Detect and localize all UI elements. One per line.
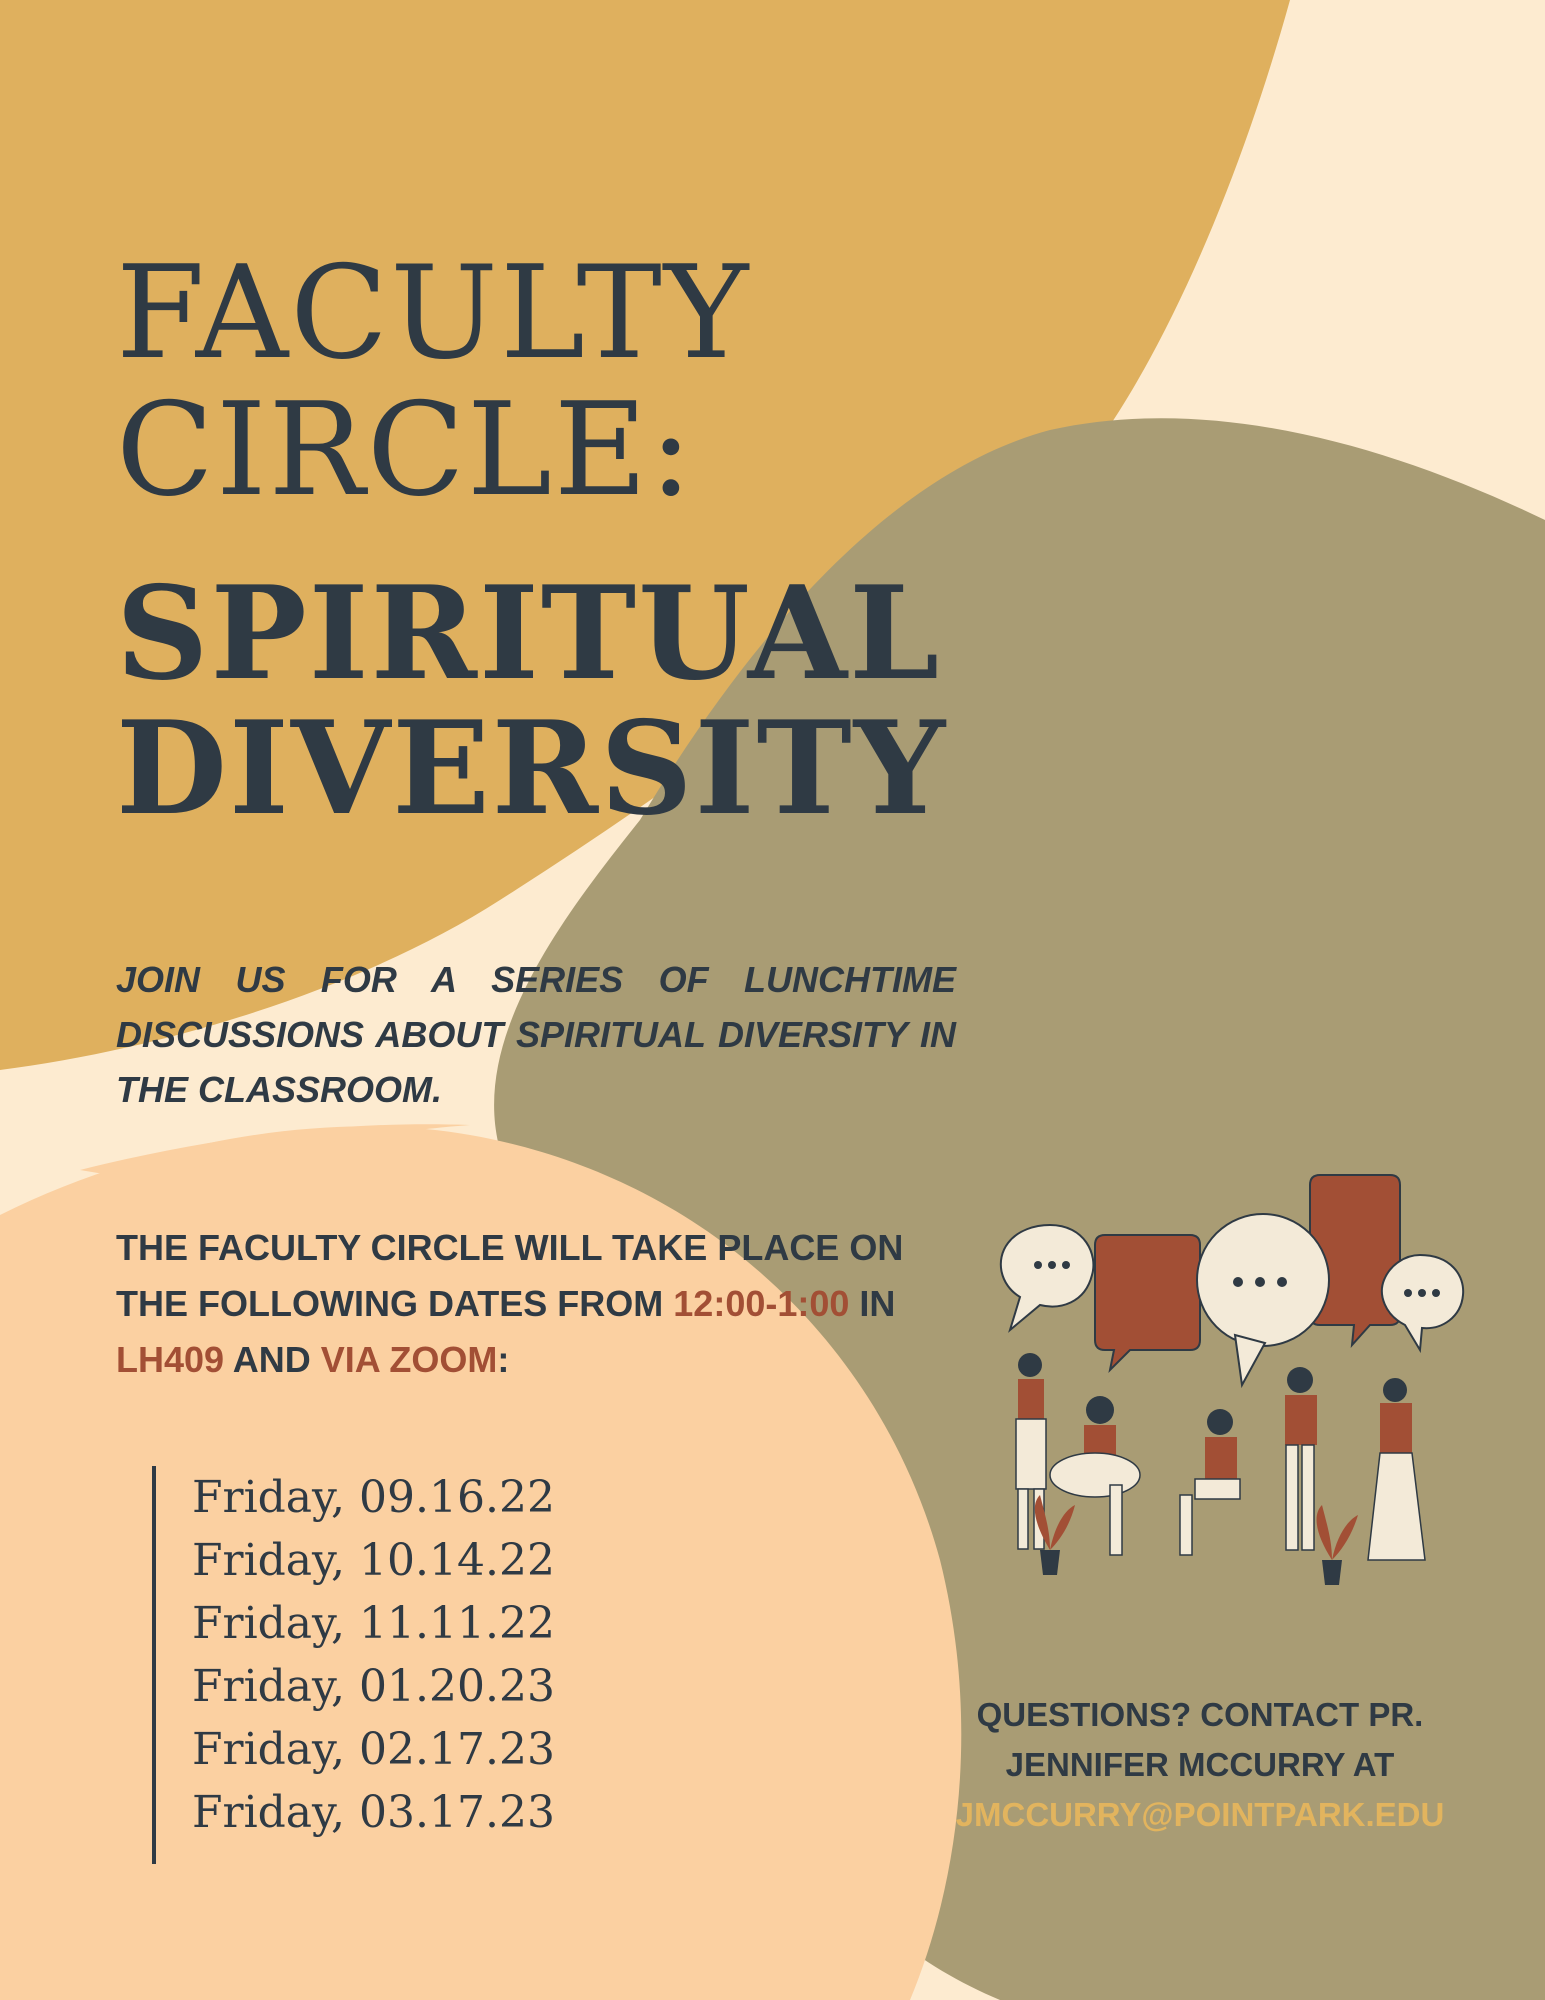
dates-list bbox=[192, 1466, 555, 1844]
schedule-time: 12:00-1:00 bbox=[673, 1283, 850, 1324]
date-item: Friday, 09.16.22 bbox=[192, 1472, 555, 1523]
intro-text: JOIN US FOR A SERIES OF LUNCHTIME DISCUSSIONS ABOUT SPIRITUAL DIVERSITY IN THE CLASSROOM. bbox=[116, 959, 956, 1110]
contact-text bbox=[930, 1690, 1470, 1840]
contact-line-2: JENNIFER MCCURRY AT bbox=[1005, 1746, 1395, 1783]
schedule-room: LH409 bbox=[116, 1339, 225, 1380]
people-conversation-illustration bbox=[980, 1165, 1480, 1615]
speech-bubbles bbox=[1001, 1175, 1463, 1385]
dates-divider bbox=[152, 1466, 156, 1864]
schedule-online: VIA ZOOM bbox=[320, 1339, 498, 1380]
schedule-part-3: AND bbox=[224, 1339, 321, 1380]
contact-email-link[interactable]: JMCCURRY@POINTPARK.EDU bbox=[955, 1796, 1445, 1833]
schedule-part-2: IN bbox=[849, 1283, 896, 1324]
title-line-4: DIVERSITY bbox=[116, 694, 948, 844]
title-line-2: CIRCLE: bbox=[116, 376, 695, 525]
date-item: Friday, 10.14.22 bbox=[192, 1535, 555, 1586]
date-item: Friday, 02.17.23 bbox=[192, 1724, 555, 1775]
people-figures bbox=[1016, 1353, 1425, 1560]
schedule-part-1: THE FACULTY CIRCLE WILL TAKE PLACE ON THE FOLLOWING DATES FROM bbox=[116, 1227, 904, 1324]
title-line-3: SPIRITUAL bbox=[116, 559, 942, 709]
date-item: Friday, 03.17.23 bbox=[192, 1787, 555, 1838]
date-item: Friday, 01.20.23 bbox=[192, 1661, 555, 1712]
schedule-text bbox=[116, 1220, 956, 1388]
contact-line-1: QUESTIONS? CONTACT PR. bbox=[976, 1696, 1424, 1733]
title-line-1: FACULTY bbox=[116, 239, 751, 388]
date-item: Friday, 11.11.22 bbox=[192, 1598, 555, 1649]
schedule-part-4: : bbox=[497, 1339, 510, 1380]
